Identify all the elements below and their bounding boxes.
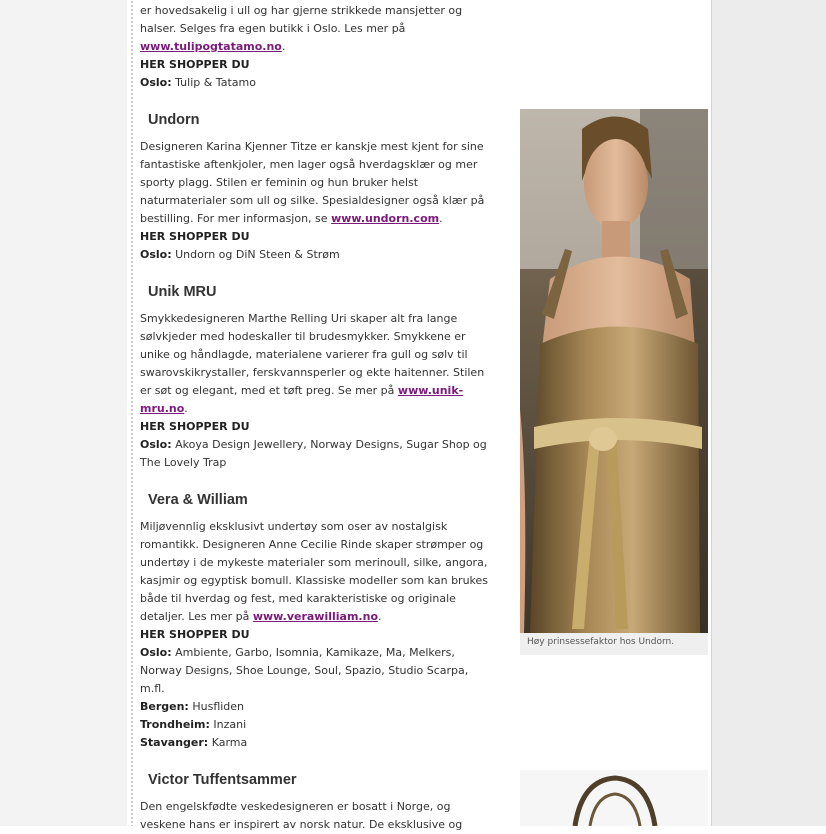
city-label: Oslo:: [140, 646, 172, 659]
right-gutter: [711, 0, 826, 826]
store-list: Husfliden: [192, 700, 245, 713]
body-line: Den engelskfødte veskedesigneren er bosatt i Norge, og: [140, 800, 451, 813]
verawilliam-link[interactable]: www.verawilliam.no: [252, 610, 378, 623]
body-line: bestilling. For mer informasjon, se: [140, 212, 328, 225]
runway-photo: [520, 109, 708, 633]
photo-caption: [520, 633, 708, 655]
body-line: Smykkedesigneren Marthe Relling Uri skaper alt fra lange: [140, 312, 458, 325]
tulipogtatamo-link[interactable]: www.tulipogtatamo.no: [140, 40, 282, 53]
body-line: romantikk. Designeren Anne Cecilie Rinde skaper strømper og: [140, 538, 484, 551]
section-title-unik-mru: Unik MRU: [148, 284, 217, 300]
body-line: kasjmir og egyptisk bomull. Klassiske modeller som kan brukes: [140, 574, 489, 587]
store-list: The Lovely Trap: [140, 456, 227, 469]
dotted-divider: [130, 0, 134, 826]
body-line: unike og håndlagde, materialene varierer fra gull og sølv til: [140, 348, 468, 361]
section-title-victor: Victor Tuffentsammer: [148, 772, 297, 788]
body-line: fantastiske aftenkjoler, men lager også hverdagsklær og mer: [140, 158, 478, 171]
runway-photo-illustration: [520, 109, 708, 633]
city-label: Oslo:: [140, 248, 172, 261]
section-title-undorn: Undorn: [148, 112, 200, 128]
body-line: er søt og elegant, med et tøft preg. Se mer på: [140, 384, 395, 397]
body-line: er hovedsakelig i ull og har gjerne strikkede mansjetter og: [140, 4, 463, 17]
bag-photo: [520, 770, 708, 826]
body-line: detaljer. Les mer på: [140, 610, 250, 623]
body-line: naturmaterialer som ull og silke. Spesialdesigner også klær på: [140, 194, 485, 207]
body-line: Miljøvennlig eksklusivt undertøy som oser av nostalgisk: [140, 520, 448, 533]
photo-caption-text: Høy prinsessefaktor hos Undorn.: [527, 637, 675, 647]
body-line: sporty plagg. Stilen er feminin og hun bruker helst: [140, 176, 419, 189]
undorn-link[interactable]: www.undorn.com: [331, 212, 440, 225]
store-list: Ambiente, Garbo, Isomnia, Kamikaze, Ma, Melkers,: [175, 646, 455, 659]
store-list: m.fl.: [140, 682, 165, 695]
city-label: Stavanger:: [140, 736, 209, 749]
unik-mru-link-cont[interactable]: mru.no: [140, 402, 185, 415]
body-line: Designeren Karina Kjenner Titze er kanskje mest kjent for sine: [140, 140, 484, 153]
store-list: Karma: [211, 736, 248, 749]
shop-heading: HER SHOPPER DU: [140, 420, 250, 433]
section-title-vera-william: Vera & William: [148, 492, 248, 508]
store-list: Undorn og DiN Steen & Strøm: [175, 248, 340, 261]
shop-heading: HER SHOPPER DU: [140, 230, 250, 243]
body-line: swarovskikrystaller, ferskvannsperler og ekte haitenner. Stilen: [140, 366, 485, 379]
body-line: sølvkjeder med hodeskaller til brudesmykker. Smykkene er: [140, 330, 466, 343]
store-list: Inzani: [213, 718, 247, 731]
city-label: Oslo:: [140, 76, 172, 89]
shop-heading: HER SHOPPER DU: [140, 58, 250, 71]
bag-photo-illustration: [520, 770, 708, 826]
city-label: Oslo:: [140, 438, 172, 451]
city-label: Bergen:: [140, 700, 189, 713]
store-list: Norway Designs, Shoe Lounge, Soul, Spazio, Studio Scarpa,: [140, 664, 469, 677]
shop-heading: HER SHOPPER DU: [140, 628, 250, 641]
body-line: veskene hans er inspirert av norsk natur. De eksklusive og: [140, 818, 463, 831]
body-line: halser. Selges fra egen butikk i Oslo. Les mer på: [140, 22, 406, 35]
store-list: Tulip & Tatamo: [175, 76, 256, 89]
body-line: både til hverdag og fest, med karakteristiske og originale: [140, 592, 456, 605]
page: er hovedsakelig i ull og har gjerne strikkede mansjetter og halser. Selges fra egen butikk i Oslo. Les mer på www.tulipogtatamo.no. HER SHOPPER DU Oslo: Tulip & Tatamo Undorn Designeren Karina Kjenner Titze er kanskje mest kjent for sine fantastiske aftenkjoler, men lager også hverdagsklær og mer sporty plagg. Stilen er feminin og hun bruker helst naturmaterialer som ull og silke. Spesialdesigner også klær på bestilling. For mer informasjon, se www.undorn.com. HER SHOPPER DU Oslo: Undorn og DiN Steen & Strøm Unik MRU Smykkedesigneren Marthe Relling Uri skaper alt fra lange sølvkjeder med hodeskaller til brudesmykker. Smykkene er unike og håndlagde, materialene varierer fra gull og sølv til swarovskikrystaller, ferskvannsperler og ekte haitenner. Stilen er søt og elegant, med et tøft preg. Se mer på www.unik- mru.no. HER SHOPPER DU Oslo: Akoya Design Jewellery, Norway Designs, Sugar Shop og The Lovely Trap Vera & William Miljøvennlig eksklusivt undertøy som oser av nostalgisk romantikk. Designeren Anne Cecilie Rinde skaper strømper og undertøy i de mykeste materialer som merinoull, silke, angora, kasjmir og egyptisk bomull. Klassiske modeller som kan brukes både til hverdag og fest, med karakteristiske og originale detaljer. Les mer på www.verawilliam.no. HER SHOPPER DU Oslo: Ambiente, Garbo, Isomnia, Kamikaze, Ma, Melkers, Norway Designs, Shoe Lounge, Soul, Spazio, Studio Scarpa, m.fl. Bergen: Husfliden Trondheim: Inzani Stavanger: Karma Victor Tuffentsammer Den engelskfødte veskedesigneren er bosatt i Norge, og veskene hans er inspirert av norsk natur. De eksklusive og Høy prinsessefaktor hos Undorn.: [0, 0, 826, 826]
city-label: Trondheim:: [140, 718, 210, 731]
store-list: Akoya Design Jewellery, Norway Designs, Sugar Shop og: [175, 438, 487, 451]
unik-mru-link[interactable]: www.unik-: [397, 384, 464, 397]
body-line: undertøy i de mykeste materialer som merinoull, silke, angora,: [140, 556, 488, 569]
